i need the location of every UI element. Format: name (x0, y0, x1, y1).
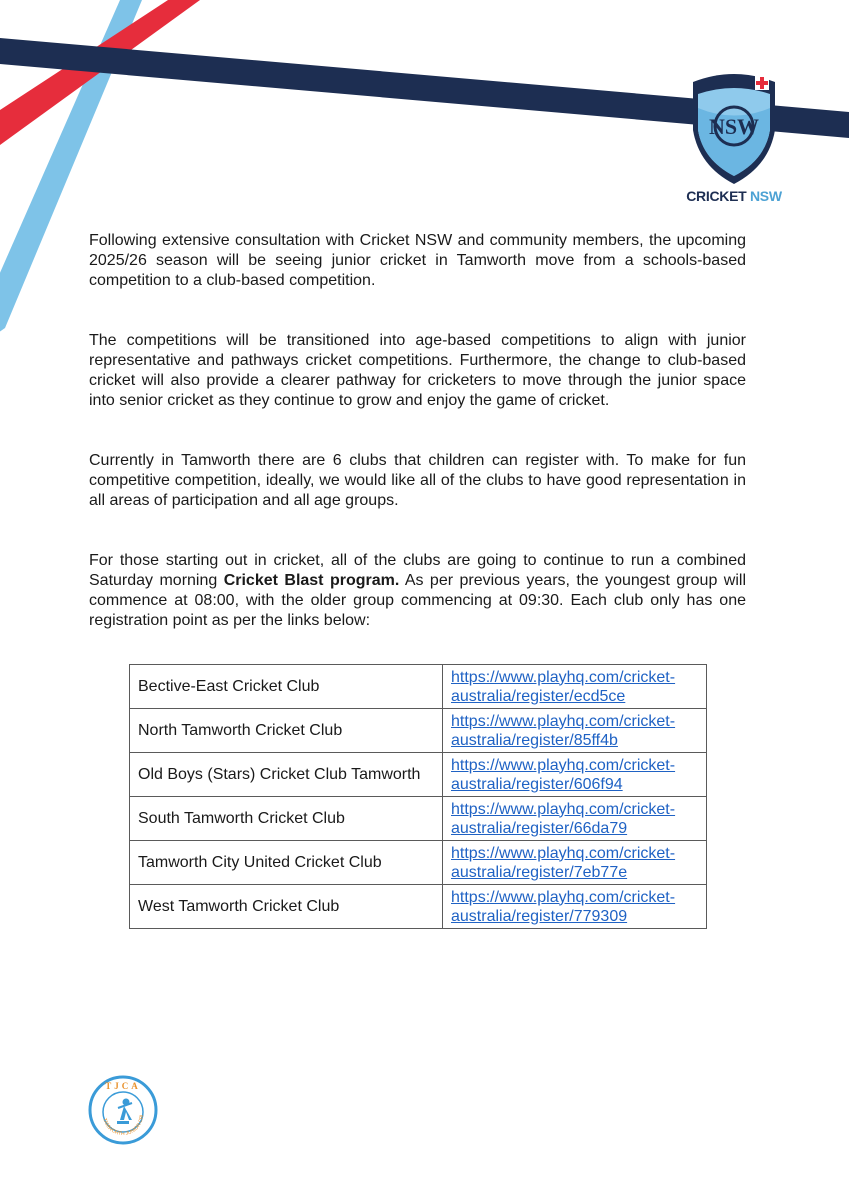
club-name: North Tamworth Cricket Club (130, 709, 443, 753)
logo-wordmark-cricket: CRICKET (686, 188, 747, 204)
registration-link[interactable]: https://www.playhq.com/cricket-australia/register/66da79 (451, 800, 676, 837)
tjca-badge-ring-text: TAMWORTH JUNIOR CRI (101, 1114, 146, 1138)
club-name: Old Boys (Stars) Cricket Club Tamworth (130, 753, 443, 797)
table-row (130, 841, 707, 885)
logo-wordmark-nsw: NSW (749, 188, 782, 204)
tjca-badge-initials: TJCA (105, 1081, 141, 1091)
letter-body (89, 231, 746, 631)
nsw-shield-icon (689, 68, 779, 186)
table-row (130, 665, 707, 709)
table-row (130, 885, 707, 929)
tjca-badge-logo (88, 1075, 158, 1145)
registration-link[interactable]: https://www.playhq.com/cricket-australia/register/779309 (451, 888, 676, 925)
club-name: South Tamworth Cricket Club (130, 797, 443, 841)
club-name: West Tamworth Cricket Club (130, 885, 443, 929)
club-name: Bective-East Cricket Club (130, 665, 443, 709)
registration-link[interactable]: https://www.playhq.com/cricket-australia/register/ecd5ce (451, 668, 676, 705)
cricket-nsw-logo (686, 68, 782, 208)
blast-text-after: As per previous years, the youngest group will commence at 08:00, with the older group commencing at 09:30. Each club only has one registration point as per the links below: (89, 572, 746, 629)
blast-text-before: For those starting out in cricket, all of the clubs are going to continue to run a combined Saturday morning (89, 552, 746, 589)
paragraph-consultation: Following extensive consultation with Cricket NSW and community members, the upcoming 2025/26 season will be seeing junior cricket in Tamworth move from a schools-based competition to a club-based competition. (89, 232, 746, 289)
table-row (130, 709, 707, 753)
club-registration-table (129, 664, 707, 929)
paragraph-clubs: Currently in Tamworth there are 6 clubs that children can register with. To make for fun competitive competition, ideally, we would like all of the clubs to have good representation in all areas of participation and all age groups. (89, 452, 746, 509)
registration-link[interactable]: https://www.playhq.com/cricket-australia/register/85ff4b (451, 712, 676, 749)
paragraph-cricket-blast (89, 551, 746, 631)
paragraph-age-based: The competitions will be transitioned into age-based competitions to align with junior representative and pathways cricket competitions. Furthermore, the change to club-based cricket will also provide a clearer pathway for cricketers to move through the junior space into senior cricket as they continue to grow and enjoy the game of cricket. (89, 332, 746, 409)
registration-link[interactable]: https://www.playhq.com/cricket-australia/register/7eb77e (451, 844, 676, 881)
table-row (130, 797, 707, 841)
blast-program-name: Cricket Blast program. (223, 572, 400, 589)
table-row (130, 753, 707, 797)
club-name: Tamworth City United Cricket Club (130, 841, 443, 885)
registration-link[interactable]: https://www.playhq.com/cricket-australia/register/606f94 (451, 756, 676, 793)
svg-text:NSW: NSW (708, 114, 760, 139)
